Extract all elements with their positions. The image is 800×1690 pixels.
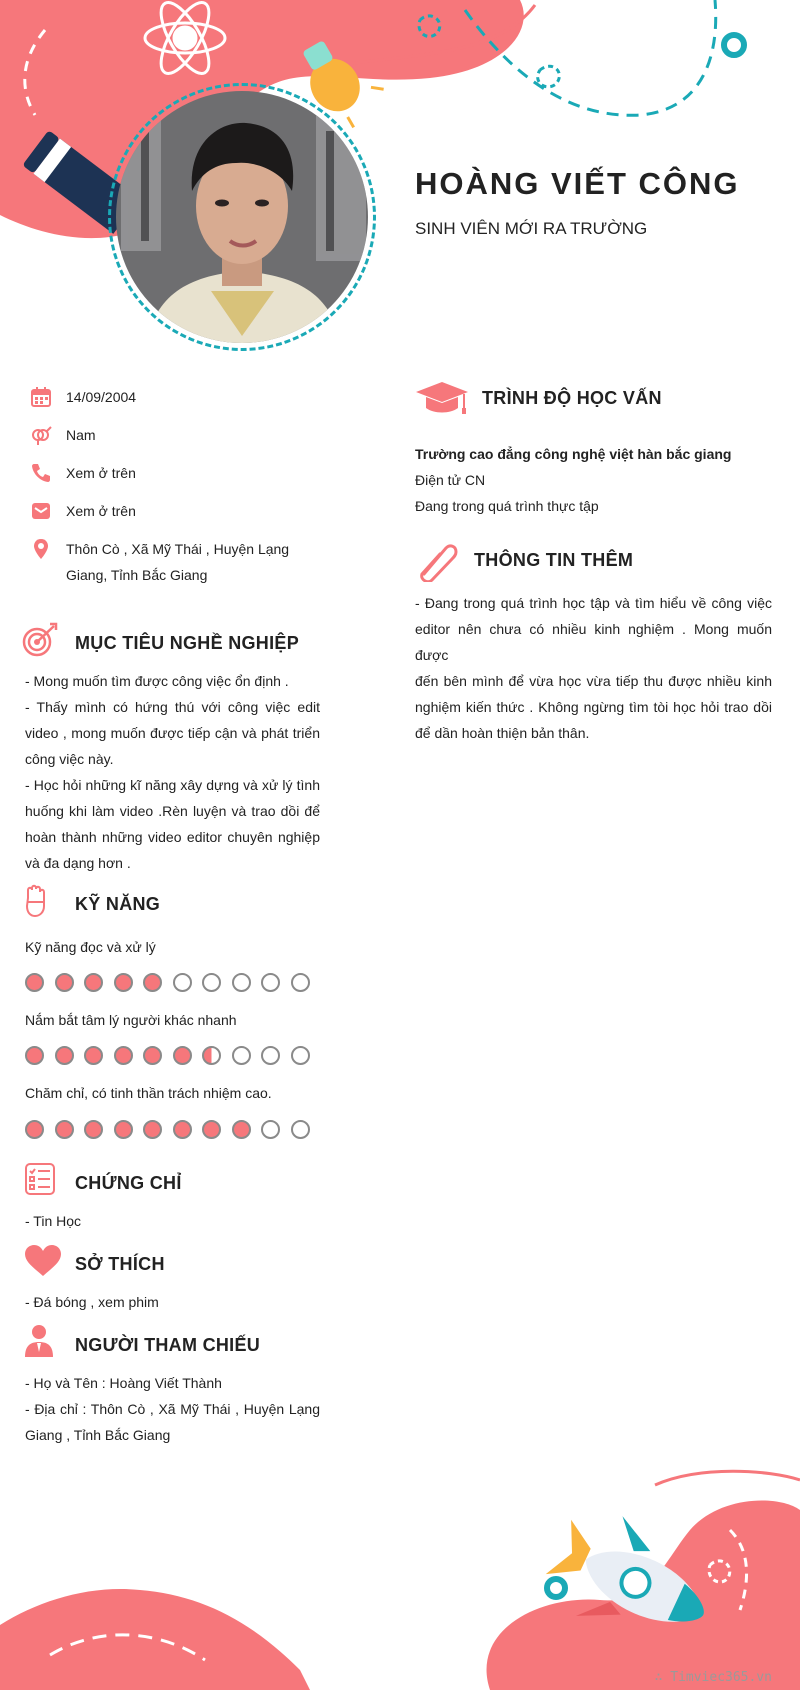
rating-dot bbox=[173, 1046, 192, 1065]
target-icon bbox=[22, 622, 58, 658]
location-pin-icon bbox=[30, 538, 52, 560]
email-icon bbox=[30, 500, 52, 522]
skill-name: Kỹ năng đọc và xử lý bbox=[25, 939, 156, 955]
rating-dot bbox=[25, 973, 44, 992]
rating-dot bbox=[84, 1120, 103, 1139]
skill-rating bbox=[25, 973, 325, 997]
rating-dot bbox=[55, 1046, 74, 1065]
education-details bbox=[415, 441, 775, 519]
hobbies-text: - Đá bóng , xem phim bbox=[25, 1294, 159, 1310]
major: Điện tử CN bbox=[415, 472, 486, 488]
skill-rating bbox=[25, 1046, 325, 1070]
rating-dot bbox=[143, 973, 162, 992]
school-name: Trường cao đẳng công nghệ việt hàn bắc giang bbox=[415, 446, 732, 462]
address-value: Thôn Cò , Xã Mỹ Thái , Huyện Lạng Giang, Tỉnh Bắc Giang bbox=[66, 541, 290, 583]
phone-icon bbox=[30, 462, 52, 484]
rating-dot bbox=[55, 973, 74, 992]
rating-dot bbox=[173, 1120, 192, 1139]
study-status: Đang trong quá trình thực tập bbox=[415, 498, 599, 514]
rating-dot bbox=[114, 973, 133, 992]
graduation-cap-icon bbox=[414, 380, 470, 416]
rating-dot bbox=[143, 1120, 162, 1139]
rating-dot bbox=[232, 973, 251, 992]
email-value: Xem ở trên bbox=[66, 503, 136, 519]
skill-rating bbox=[25, 1120, 325, 1144]
rating-dot bbox=[202, 1046, 221, 1065]
rating-dot bbox=[25, 1120, 44, 1139]
contact-email bbox=[30, 498, 330, 522]
skill-name: Nắm bắt tâm lý người khác nhanh bbox=[25, 1012, 237, 1028]
rating-dot bbox=[143, 1046, 162, 1065]
rating-dot bbox=[84, 973, 103, 992]
rating-dot bbox=[84, 1046, 103, 1065]
calendar-icon bbox=[30, 386, 52, 408]
skills-title: KỸ NĂNG bbox=[75, 894, 161, 914]
rating-dot bbox=[291, 1046, 310, 1065]
rating-dot bbox=[202, 1120, 221, 1139]
job-title: SINH VIÊN MỚI RA TRƯỜNG bbox=[415, 219, 648, 238]
rating-dot bbox=[114, 1120, 133, 1139]
heart-icon bbox=[24, 1244, 62, 1278]
contact-gender bbox=[30, 422, 330, 446]
references-title: NGƯỜI THAM CHIẾU bbox=[75, 1335, 261, 1355]
references-text: - Họ và Tên : Hoàng Viết Thành - Địa chỉ : Thôn Cò , Xã Mỹ Thái , Huyện Lạng Giang , Tỉnh Bắc Giang bbox=[25, 1375, 320, 1443]
education-title: TRÌNH ĐỘ HỌC VẤN bbox=[482, 388, 662, 408]
phone-value: Xem ở trên bbox=[66, 465, 136, 481]
additional-text: - Đang trong quá trình học tập và tìm hiểu về công việc editor nên chưa có nhiều kinh nghiệm . Mong muốn được đến bên mình để vừa học vừa tiếp thu được nhiều kinh nghiệm kiến thức . Không ngừng tìm tòi học hỏi trao dồi để dần hoàn thiện bản thân. bbox=[415, 595, 772, 741]
gender-value: Nam bbox=[66, 427, 96, 443]
rating-dot bbox=[261, 1046, 280, 1065]
avatar bbox=[116, 91, 368, 343]
rating-dot bbox=[232, 1120, 251, 1139]
rating-dot bbox=[261, 1120, 280, 1139]
contact-address bbox=[30, 536, 330, 588]
rating-dot bbox=[291, 1120, 310, 1139]
hand-icon bbox=[24, 884, 50, 918]
rating-dot bbox=[261, 973, 280, 992]
rating-dot bbox=[202, 973, 221, 992]
rating-dot bbox=[25, 1046, 44, 1065]
checklist-icon bbox=[24, 1162, 56, 1196]
objective-title: MỤC TIÊU NGHỀ NGHIỆP bbox=[75, 633, 300, 653]
rating-dot bbox=[291, 973, 310, 992]
watermark: ∴ Timviec365.vn bbox=[654, 1670, 772, 1685]
bottom-left-blob bbox=[0, 1589, 310, 1690]
skill-name: Chăm chỉ, có tinh thần trách nhiệm cao. bbox=[25, 1085, 272, 1101]
objective-text: - Mong muốn tìm được công việc ổn định . - Thấy mình có hứng thú với công việc edit video , mong muốn được tiếp cận và phát triển công việc này. - Học hỏi những kĩ năng xây dựng và xử lý tình huống khi làm video .Rèn luyện và trao dồi để hoàn thành những video editor chuyên nghiệp và đa dạng hơn . bbox=[25, 673, 320, 871]
person-icon bbox=[24, 1324, 54, 1358]
rating-dot bbox=[232, 1046, 251, 1065]
hobbies-title: SỞ THÍCH bbox=[75, 1254, 165, 1274]
birthday-value: 14/09/2004 bbox=[66, 389, 137, 405]
contact-birthday bbox=[30, 384, 330, 408]
gender-icon bbox=[30, 424, 52, 446]
additional-title: THÔNG TIN THÊM bbox=[474, 550, 634, 570]
rating-dot bbox=[55, 1120, 74, 1139]
page-title: HOÀNG VIẾT CÔNG bbox=[415, 166, 740, 201]
certificates-text: - Tin Học bbox=[25, 1213, 82, 1229]
paperclip-icon bbox=[416, 540, 460, 582]
rating-dot bbox=[173, 973, 192, 992]
certificates-title: CHỨNG CHỈ bbox=[75, 1173, 182, 1193]
contact-phone bbox=[30, 460, 330, 484]
rating-dot bbox=[114, 1046, 133, 1065]
